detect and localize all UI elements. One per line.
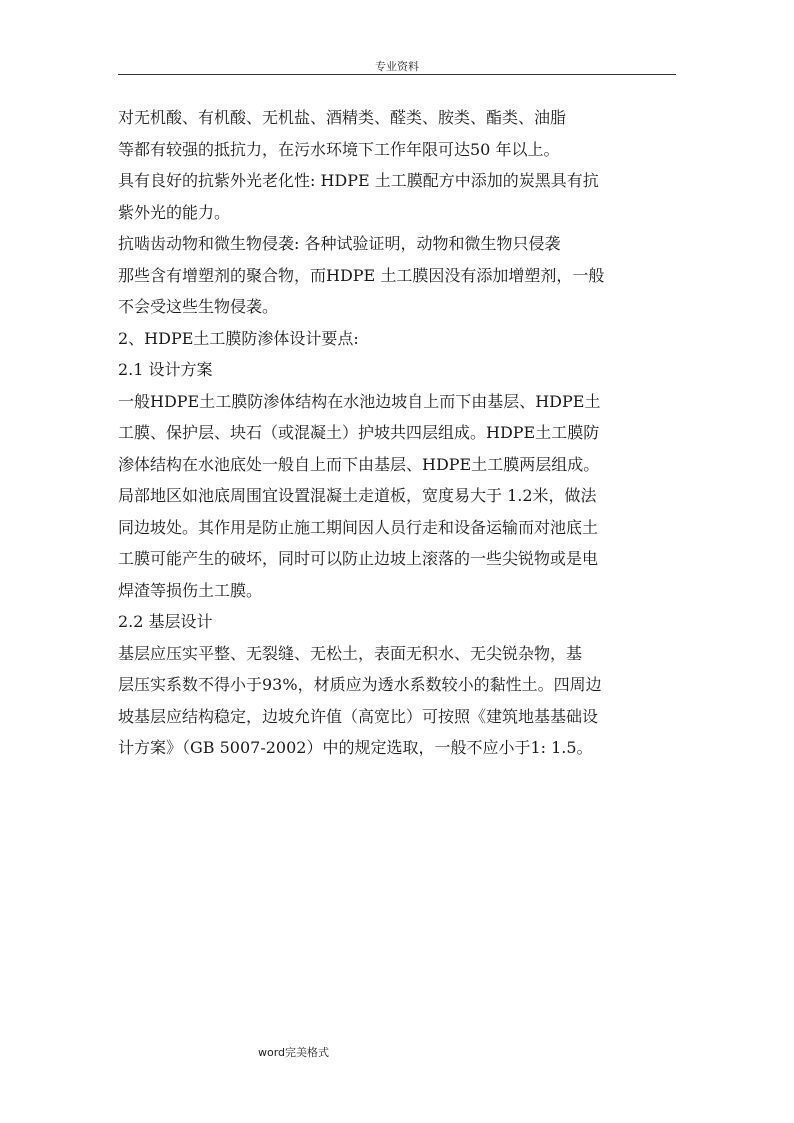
- body-line: 具有良好的抗紫外光老化性: HDPE 土工膜配方中添加的炭黑具有抗: [118, 171, 599, 190]
- header-divider: [118, 74, 676, 75]
- body-line: 局部地区如池底周围宜设置混凝土走道板，宽度易大于 1.2米，做法: [118, 486, 597, 505]
- body-line: 焊渣等损伤土工膜。: [118, 580, 263, 600]
- body-line: 坡基层应结构稳定，边坡允许值（高宽比）可按照《建筑地基基础设: [118, 706, 599, 726]
- body-line: 那些含有增塑剂的聚合物，而HDPE 土工膜因没有添加增塑剂，一般: [118, 265, 605, 285]
- body-line: 计方案》（GB 5007-2002）中的规定选取，一般不应小于1: 1.5。: [118, 738, 593, 757]
- body-line: 等都有较强的抵抗力，在污水环境下工作年限可达50 年以上。: [118, 139, 560, 159]
- body-line: 不会受这些生物侵袭。: [118, 297, 279, 316]
- subsection-heading: 2.2 基层设计: [118, 612, 213, 631]
- body-line: 工膜可能产生的破坏，同时可以防止边坡上滚落的一些尖锐物或是电: [118, 549, 599, 568]
- document-body: [118, 102, 676, 764]
- body-line: 基层应压实平整、无裂缝、无松土，表面无积水、无尖锐杂物，基: [118, 643, 583, 663]
- body-line: 抗啮齿动物和微生物侵袭: 各种试验证明，动物和微生物只侵袭: [118, 234, 561, 253]
- body-line: 层压实系数不得小于93%，材质应为透水系数较小的黏性土。四周边: [118, 675, 602, 694]
- page-footer: word完美格式: [258, 1046, 330, 1059]
- body-line: 对无机酸、有机酸、无机盐、酒精类、醛类、胺类、酯类、油脂: [118, 108, 567, 127]
- subsection-heading: 2.1 设计方案: [118, 360, 213, 379]
- body-line: 同边坡处。其作用是防止施工期间因人员行走和设备运输而对池底土: [118, 517, 599, 537]
- section-heading: 2、HDPE土工膜防渗体设计要点:: [118, 328, 359, 348]
- body-line: 渗体结构在水池底处一般自上而下由基层、HDPE土工膜两层组成。: [118, 454, 600, 474]
- page-header: 专业资料: [375, 60, 419, 73]
- body-line: 工膜、保护层、块石（或混凝土）护坡共四层组成。HDPE土工膜防: [118, 423, 600, 442]
- body-line: 一般HDPE土工膜防渗体结构在水池边坡自上而下由基层、HDPE土: [118, 391, 601, 411]
- body-line: 紫外光的能力。: [118, 202, 231, 222]
